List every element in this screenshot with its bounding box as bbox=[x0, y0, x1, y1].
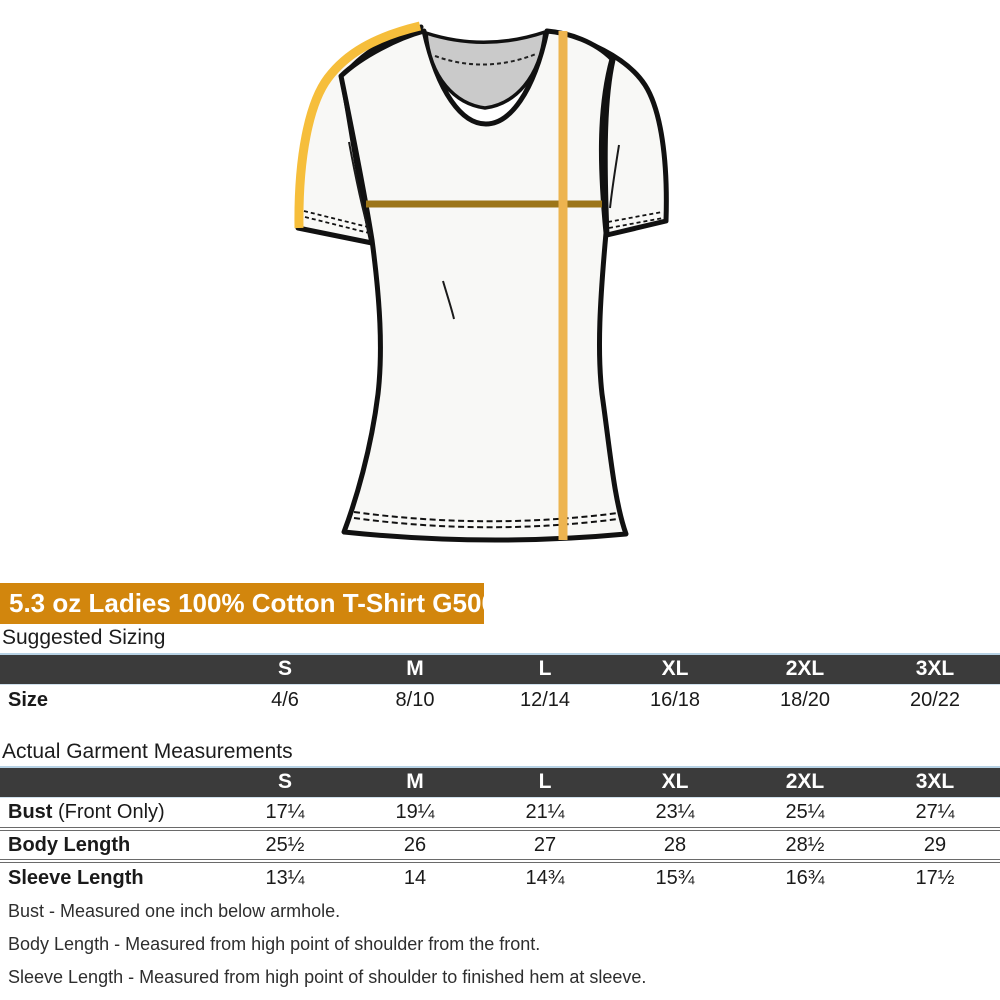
sleeve-length-value-l: 14¾ bbox=[525, 866, 565, 889]
note-bust: Bust - Measured one inch below armhole. bbox=[8, 901, 341, 921]
bust-value-3xl: 27¼ bbox=[915, 800, 955, 823]
suggested-sizing-header-row bbox=[0, 654, 1000, 684]
bust-row bbox=[0, 797, 1000, 829]
bust-value-m: 19¼ bbox=[395, 800, 435, 823]
size-value-3xl: 20/22 bbox=[909, 688, 961, 711]
row-label-size: Size bbox=[8, 688, 49, 711]
size-value-xl: 16/18 bbox=[649, 688, 701, 711]
header-col-l: L bbox=[538, 657, 552, 681]
header-col-2xl: 2XL bbox=[785, 657, 825, 681]
sleeve-length-value-3xl: 17½ bbox=[915, 866, 955, 889]
body-length-value-xl: 28 bbox=[663, 833, 687, 856]
body-length-value-3xl: 29 bbox=[923, 833, 947, 856]
product-title-bar bbox=[0, 583, 512, 624]
body-length-value-l: 27 bbox=[533, 833, 557, 856]
bust-value-2xl: 25¼ bbox=[785, 800, 825, 823]
note-sleeve-length: Sleeve Length - Measured from high point of shoulder to finished hem at sleeve. bbox=[8, 967, 647, 987]
body-length-row bbox=[0, 829, 1000, 861]
header-col-l: L bbox=[538, 770, 552, 794]
header-col-s: S bbox=[277, 770, 292, 794]
suggested-sizing-table bbox=[0, 653, 1000, 716]
header-col-s: S bbox=[277, 657, 292, 681]
body-length-value-s: 25½ bbox=[265, 833, 305, 856]
header-col-m: M bbox=[406, 657, 424, 681]
header-empty-cell bbox=[0, 654, 220, 684]
garment-measurements-heading: Actual Garment Measurements bbox=[2, 740, 293, 763]
body-length-value-2xl: 28½ bbox=[785, 833, 825, 856]
garment-measurements-header-row bbox=[0, 767, 1000, 797]
row-label-sleeve-length: Sleeve Length bbox=[8, 866, 144, 889]
size-value-l: 12/14 bbox=[519, 688, 571, 711]
size-value-m: 8/10 bbox=[395, 688, 435, 711]
note-body-length: Body Length - Measured from high point of shoulder from the front. bbox=[8, 934, 541, 954]
product-title: 5.3 oz Ladies 100% Cotton T-Shirt G500L bbox=[9, 588, 512, 618]
row-label-bust: Bust (Front Only) bbox=[8, 800, 165, 823]
header-col-xl: XL bbox=[661, 770, 689, 794]
header-col-2xl: 2XL bbox=[785, 770, 825, 794]
row-label-body-length: Body Length bbox=[8, 833, 131, 856]
garment-measurements-table bbox=[0, 766, 1000, 893]
size-row bbox=[0, 684, 1000, 716]
sleeve-length-value-2xl: 16¾ bbox=[785, 866, 825, 889]
sleeve-length-value-m: 14 bbox=[403, 866, 427, 889]
header-empty-cell bbox=[0, 767, 220, 797]
size-value-2xl: 18/20 bbox=[779, 688, 831, 711]
header-col-3xl: 3XL bbox=[915, 657, 955, 681]
bust-value-s: 17¼ bbox=[265, 800, 305, 823]
row-label-suffix: (Front Only) bbox=[52, 800, 165, 823]
sleeve-length-value-xl: 15¾ bbox=[655, 866, 695, 889]
size-value-s: 4/6 bbox=[271, 688, 299, 711]
bust-value-xl: 23¼ bbox=[655, 800, 695, 823]
header-col-m: M bbox=[406, 770, 424, 794]
body-length-value-m: 26 bbox=[403, 833, 427, 856]
measurement-notes bbox=[8, 901, 646, 1000]
bust-value-l: 21¼ bbox=[525, 800, 565, 823]
suggested-sizing-heading: Suggested Sizing bbox=[2, 626, 166, 649]
header-col-3xl: 3XL bbox=[915, 770, 955, 794]
sleeve-length-row bbox=[0, 861, 1000, 893]
header-col-xl: XL bbox=[661, 657, 689, 681]
sleeve-length-value-s: 13¼ bbox=[265, 866, 305, 889]
